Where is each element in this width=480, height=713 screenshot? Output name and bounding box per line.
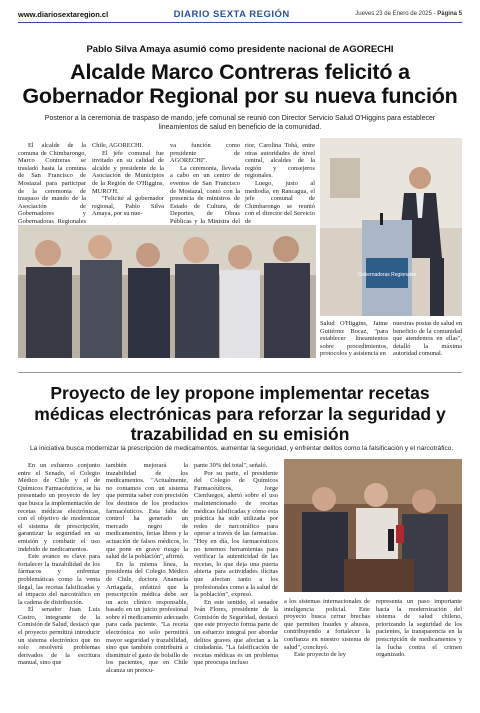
header-rule <box>18 22 462 23</box>
story2-paragraph: Por su parte, el presidente del Colegio de Químicos Farmacéuticos, Jorge Cienfuegos, alertó sobre el uso malintencionado de recetas médicas falsificadas y cómo esta práctica ha sido utilizada por redes de narcotráfico para operar a través de las farmacias. "Hoy en día, los farmacéuticos no tenemos herramientas para verificar la autenticidad de las recetas, lo que deja una puerta abierta para actividades ilícitas que afectan tanto a los profesionales como a la salud de la población", expresó. <box>194 469 278 599</box>
story1-paragraph: va función como presidente de AGORECHI". <box>170 142 240 165</box>
story2-column-1 <box>18 462 100 667</box>
story2-paragraph: representa un paso importante hacia la modernización del sistema de salud chileno, priorizando la seguridad de los pacientes, la transparencia en la prescripción de medicamentos y la lucha contra el crimen organizado. <box>376 598 462 659</box>
story2-paragraph: también mejorará la trazabilidad de los medicamentos. "Actualmente, no contamos con un sistema que permita saber con precisión los destinos de los productos farmacéuticos. Esta falta de control ha generado un mercado negro de medicamentos, ferias libres y la actuación de falsos médicos, lo que pone en grave riesgo la salud de la población", afirmó. <box>106 462 188 561</box>
story2-column-4 <box>284 598 370 659</box>
story1-column-2 <box>92 142 164 218</box>
page-number: Página 5 <box>437 11 462 17</box>
story2-paragraph: En un esfuerzo conjunto entre el Senado, el Colegio Médico de Chile y el de Químicos Farmacéuticos, se ha presentado un proyecto de ley que busca la implementación de recetas médicas electrónicas, con el objetivo de modernizar el sistema de prescripción, garantizar la seguridad en su emisión y combatir el uso indebido de medicamentos. <box>18 462 100 553</box>
newspaper-name: DIARIO SEXTA REGIÓN <box>173 8 290 20</box>
story2-column-5 <box>376 598 462 659</box>
story2-headline: Proyecto de ley propone implementar recetas médicas electrónicas para reforzar la seguridad y trazabilidad en su emisión <box>34 383 446 444</box>
story1-paragraph: Luego, justo al mediodía, en Rancagua, el jefe comunal de Chimbarongo se reunió con el director del Servicio de <box>245 179 315 225</box>
issue-date-text: Jueves 23 de Enero de 2025 - <box>355 11 436 17</box>
story1-paragraph: "Felicité al gobernador regional, Pablo Silva Amaya, por su nue- <box>92 195 164 218</box>
story2-paragraph: a los sistemas internacionales de inteligencia policial. Este proyecto busca cerrar brechas que permiten fraudes y abusos, contribuyendo a fortalecer la confianza en nuestro sistema de salud", concluyó. <box>284 598 370 651</box>
conference-photo <box>284 459 462 592</box>
story2-paragraph: En la misma línea, la presidenta del Colegio Médico de Chile, doctora Anamaría Arriagada, enfatizó que la prescripción médica debe ser un acto clínico responsable, basado en un juicio profesional sobre el medicamento adecuado para cada paciente. "La receta electrónica no solo permitirá mayor seguridad y trazabilidad, sino que también contribuirá a disminuir el gasto de bolsillo de los pacientes, que en Chile alcanza un preocu- <box>106 560 188 675</box>
site-url: www.diariosextaregion.cl <box>18 9 109 19</box>
story1-paragraph: El alcalde de la comuna de Chimbarongo, Marco Contreras se trasladó hasta la comuna de San Francisco de Mostazal para participar de la ceremonia de traspaso de mando de la Asociación de Gobernadores y Gobernadoras Regionales <box>18 142 86 225</box>
issue-date <box>355 11 462 17</box>
story1-column-5 <box>320 320 388 358</box>
story1-column-6 <box>393 320 462 358</box>
story2-paragraph: El senador Juan Luis Castro, integrante de la Comisión de Salud, destacó que el proyecto permitirá introducir un sistema electrónico que no solo resolverá problemas derivados de la escritura manual, sino que <box>18 606 100 667</box>
story2-paragraph: Este proyecto de ley <box>294 651 346 659</box>
story1-column-1 <box>18 142 86 233</box>
story2-paragraph: Este avance es clave para fortalecer la trazabilidad de los fármacos y enfrentar problemáticas como la venta ilegal, las recetas falsificadas y el impacto del narcotráfico en la cadena de distribución. <box>18 553 100 606</box>
story1-column-3 <box>170 142 240 233</box>
story1-paragraph: Chile, AGORECHI. <box>92 142 144 149</box>
story1-kicker: Pablo Silva Amaya asumió como presidente nacional de AGORECHI <box>86 44 394 55</box>
story1-deck: Posterior a la ceremonia de traspaso de mando, jefe comunal se reunió con Director Servicio Salud O'Higgins para establecer lineamientos de salud en beneficio de la comunidad. <box>44 115 436 131</box>
group-photo <box>18 225 316 358</box>
story2-paragraph: En este sentido, el senador Iván Flores, presidente de la Comisión de Seguridad, destacó que este proyecto forma parte de un esfuerzo integral por abordar delitos graves que afectan a la ciudadanía. "La falsificación de recetas médicas es un problema que preocupa incluso <box>194 598 278 667</box>
story1-paragraph: nuestras postas de salud en beneficio de la comunidad que atendemos en ellas", detalló la máxima autoridad comunal. <box>393 320 462 358</box>
story1-paragraph: El jefe comunal fue invitado en su calidad de alcalde y presidente de la Asociación de Municipios de la Región de O'Higgins, MURO'H. <box>92 149 164 195</box>
story2-paragraph: pante 30% del total", señaló. <box>194 462 268 469</box>
story2-column-2 <box>106 462 188 675</box>
story1-paragraph: rior, Carolina Tohá, entre otras autoridades de nivel central, alcaldes de la región y consejeros regionales. <box>245 142 315 180</box>
speaker-photo <box>320 138 462 316</box>
story2-deck: La iniciativa busca modernizar la prescripción de medicamentos, aumentar la seguridad, y enfrentar delitos como la falsificación y el narcotráfico. <box>30 445 454 452</box>
story1-paragraph: La ceremonia, llevada a cabo en un centro de eventos de San Francisco de Mostazal, contó con la presencia de ministros de Estado de Cultura, de Deportes, de Obras Públicas y la Ministra del <box>170 164 240 225</box>
podium-banner-text: Gobernadoras Regionales <box>357 272 417 278</box>
story1-headline: Alcalde Marco Contreras felicitó a Gobernador Regional por su nueva función <box>22 60 458 108</box>
page-header <box>18 6 462 22</box>
story1-paragraph: Salud O'Higgins, Jaime Gutiérrez Bocaz, "para establecer lineamientos sobre procedimientos, protocolos y asistencia en <box>320 320 388 358</box>
section-divider <box>18 372 462 373</box>
story2-column-3 <box>194 462 278 667</box>
story1-column-4 <box>245 142 315 226</box>
